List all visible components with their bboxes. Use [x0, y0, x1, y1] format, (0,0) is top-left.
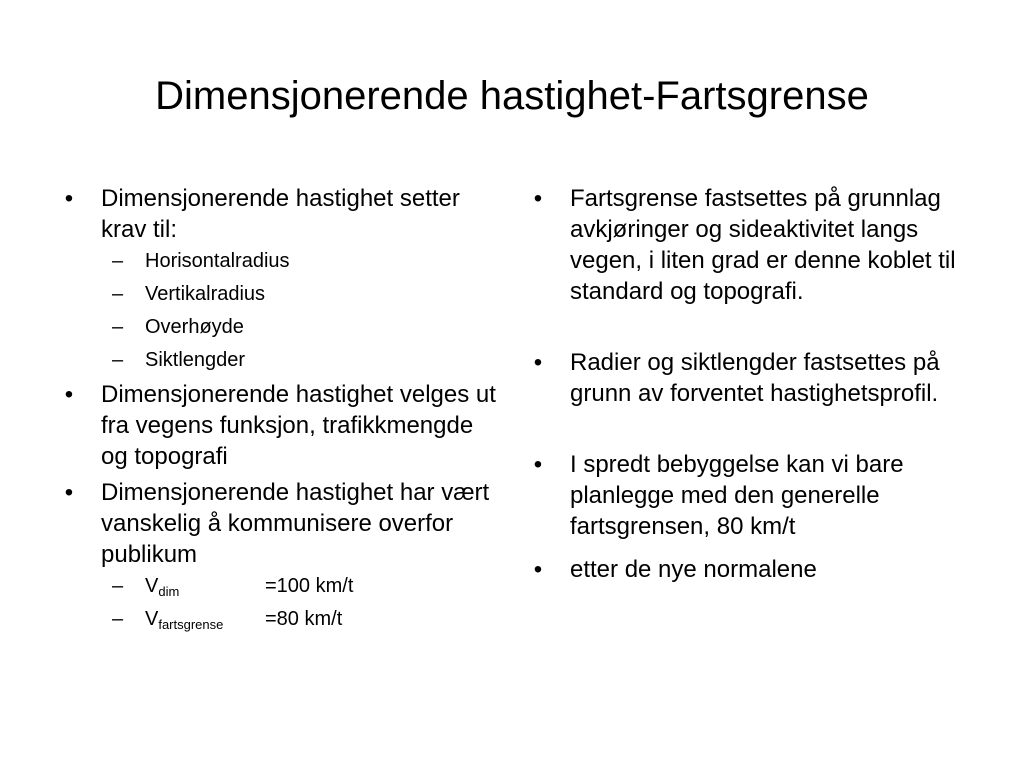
- vfartsgrense-value: =80 km/t: [265, 608, 343, 630]
- sub-item-vdim: [58, 570, 498, 603]
- sub-item-text: Vertikalradius: [145, 283, 266, 305]
- bullet-marker: •: [533, 451, 543, 478]
- bullet-marker: •: [64, 185, 74, 212]
- bullet-text: I spredt bebyggelse kan vi bare planlegge med den generelle fartsgrensen, 80 km/t: [570, 451, 904, 540]
- sub-item: [58, 344, 498, 377]
- bullet-item: [58, 183, 498, 245]
- dash-marker: –: [112, 316, 124, 338]
- sub-item: [58, 311, 498, 344]
- sub-item-text: Horisontalradius: [145, 250, 290, 272]
- bullet-text: Dimensjonerende hastighet setter krav til:: [101, 185, 460, 243]
- bullet-marker: •: [64, 381, 74, 408]
- bullet-item: [527, 449, 977, 542]
- bullet-item: [58, 379, 498, 472]
- bullet-marker: •: [64, 479, 74, 506]
- vfartsgrense-symbol: [145, 603, 265, 636]
- vdim-subscript: dim: [158, 584, 180, 599]
- bullet-item: [527, 183, 977, 307]
- bullet-text: etter de nye normalene: [570, 556, 817, 583]
- bullet-text: Fartsgrense fastsettes på grunnlag avkjøringer og sideaktivitet langs vegen, i liten grad er denne koblet til standard og topografi.: [570, 185, 956, 305]
- left-column: [58, 183, 498, 636]
- bullet-item: [58, 477, 498, 570]
- vdim-letter: V: [145, 575, 159, 597]
- bullet-marker: •: [533, 349, 543, 376]
- bullet-text: Dimensjonerende hastighet velges ut fra vegens funksjon, trafikkmengde og topografi: [101, 381, 496, 470]
- bullet-item: [527, 347, 977, 409]
- sub-item-vfartsgrense: [58, 603, 498, 636]
- dash-marker: –: [112, 283, 124, 305]
- vdim-symbol: [145, 570, 265, 603]
- bullet-marker: •: [533, 185, 543, 212]
- dash-marker: –: [112, 349, 124, 371]
- bullet-text: Radier og siktlengder fastsettes på grunn av forventet hastighetsprofil.: [570, 349, 940, 407]
- sub-item-text: Overhøyde: [145, 316, 244, 338]
- slide-title: Dimensjonerende hastighet-Fartsgrense: [155, 74, 869, 118]
- vfartsgrense-letter: V: [145, 608, 159, 630]
- bullet-marker: •: [533, 556, 543, 583]
- vdim-value: =100 km/t: [265, 575, 354, 597]
- dash-marker: –: [112, 250, 124, 272]
- bullet-text: Dimensjonerende hastighet har vært vanskelig å kommunisere overfor publikum: [101, 479, 490, 568]
- right-column: [527, 183, 977, 585]
- sub-item: [58, 278, 498, 311]
- sub-item: [58, 245, 498, 278]
- vfartsgrense-subscript: fartsgrense: [158, 617, 224, 632]
- bullet-item: [527, 554, 977, 585]
- dash-marker: –: [112, 608, 124, 630]
- dash-marker: –: [112, 575, 124, 597]
- sub-item-text: Siktlengder: [145, 349, 246, 371]
